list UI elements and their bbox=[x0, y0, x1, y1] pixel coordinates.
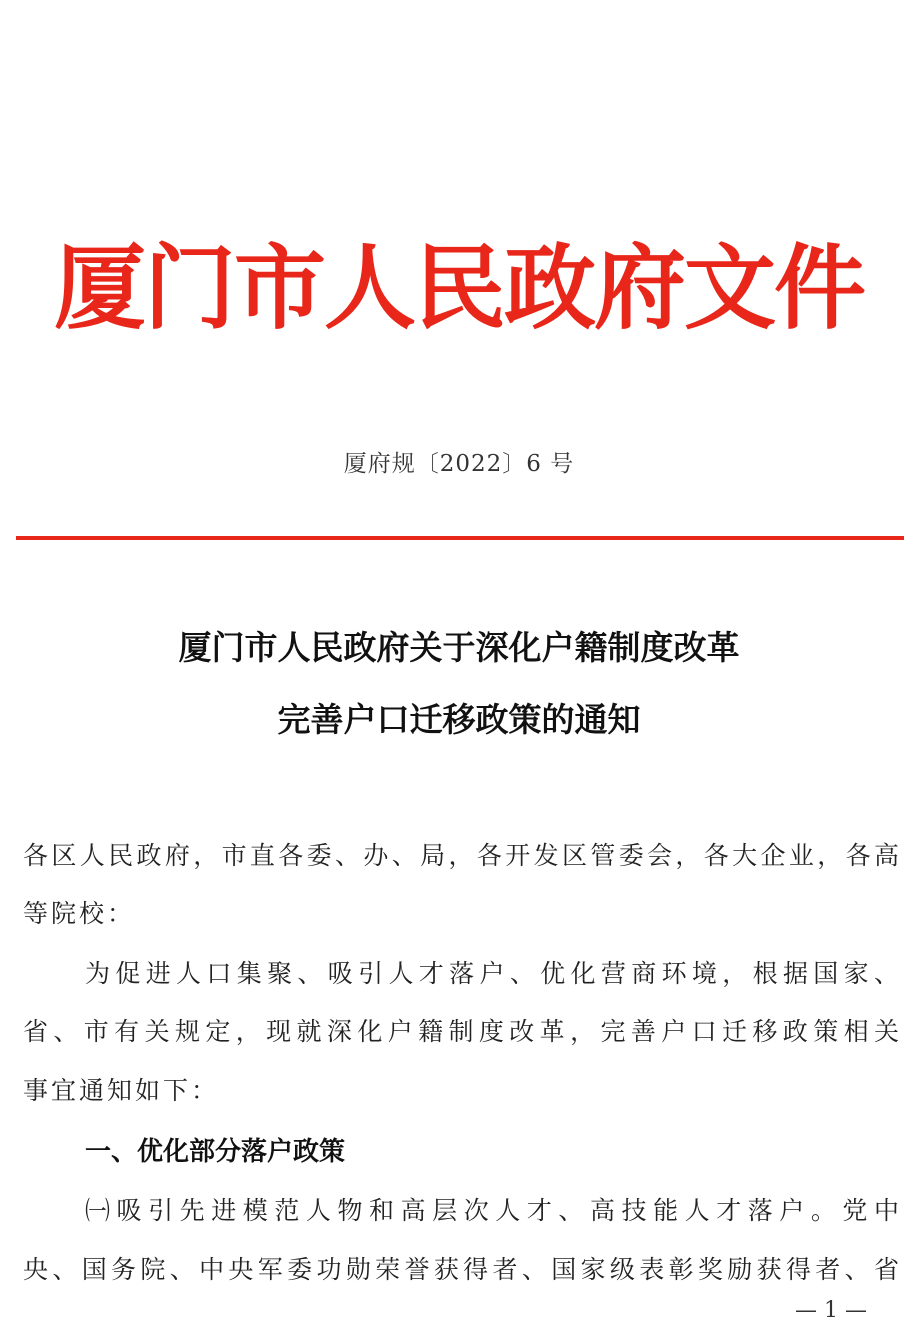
document-number: 厦府规〔2022〕6 号 bbox=[343, 451, 575, 477]
document-title-line-2: 完善户口迁移政策的通知 bbox=[277, 700, 641, 739]
recipients-line-2: 等院校： bbox=[23, 899, 136, 928]
intro-line-2: 省、市有关规定，现就深化户籍制度改革，完善户口迁移政策相关 bbox=[23, 1017, 899, 1046]
intro-line-3: 事宜通知如下： bbox=[23, 1076, 220, 1105]
intro-line-1: 为促进人口集聚、吸引人才落户、优化营商环境，根据国家、 bbox=[85, 959, 899, 988]
document-title-line-1: 厦门市人民政府关于深化户籍制度改革 bbox=[178, 628, 740, 667]
section-heading-1: 一、优化部分落户政策 bbox=[85, 1137, 346, 1167]
red-divider-line bbox=[16, 536, 904, 540]
section1-item1-line-1: ㈠吸引先进模范人物和高层次人才、高技能人才落户。党中 bbox=[85, 1196, 899, 1225]
section1-item1-line-2: 央、国务院、中央军委功勋荣誉获得者、国家级表彰奖励获得者、省 bbox=[23, 1255, 899, 1284]
page-number: — 1 — bbox=[795, 1298, 867, 1323]
masthead-title: 厦门市人民政府文件 bbox=[53, 234, 864, 342]
recipients-line-1: 各区人民政府，市直各委、办、局，各开发区管委会，各大企业，各高 bbox=[23, 841, 899, 870]
